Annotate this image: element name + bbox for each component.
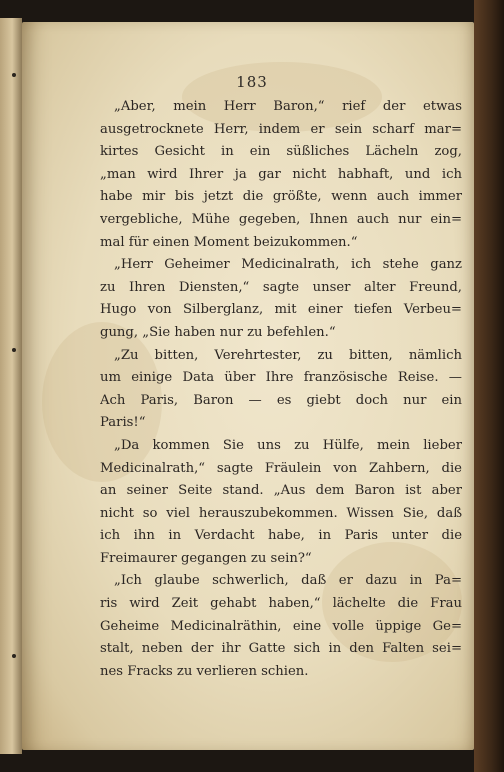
text-line: „Herr Geheimer Medicinalrath, ich stehe ganz — [114, 257, 462, 273]
text-line: zu Ihren Diensten,“ sagte unser alter Freund, — [100, 279, 462, 295]
text-line: Medicinalrath,“ sagte Fräulein von Zahbern, die — [100, 460, 462, 476]
text-line: vergebliche, Mühe gegeben, Ihnen auch nur ein= — [100, 211, 462, 227]
text-line: „man wird Ihrer ja gar nicht habhaft, und ich — [100, 166, 462, 182]
text-line: ris wird Zeit gehabt haben,“ lächelte die Frau — [100, 596, 462, 612]
text-line: habe mir bis jetzt die größte, wenn auch immer — [100, 189, 462, 205]
text-line: ich ihn in Verdacht habe, in Paris unter die — [100, 528, 462, 544]
body-text — [100, 96, 462, 683]
text-line: nes Fracks zu verlieren schien. — [100, 663, 309, 679]
text-line: nicht so viel herauszubekommen. Wissen Sie, daß — [100, 505, 462, 521]
text-line: um einige Data über Ihre französische Reise. — — [100, 370, 462, 386]
text-line: „Ich glaube schwerlich, daß er dazu in Pa= — [114, 573, 462, 589]
text-line: Freimaurer gegangen zu sein?“ — [100, 550, 312, 566]
text-line: Ach Paris, Baron — es giebt doch nur ein — [100, 392, 462, 408]
text-line: Paris!“ — [100, 415, 146, 431]
text-line: gung, „Sie haben nur zu befehlen.“ — [100, 324, 336, 340]
binding-hole — [12, 348, 16, 352]
facing-page-edge — [0, 18, 22, 754]
page-number: 183 — [236, 73, 268, 91]
text-line: „Zu bitten, Verehrtester, zu bitten, nämlich — [114, 347, 462, 363]
binding-hole — [12, 654, 16, 658]
book-cover-edge — [474, 0, 504, 772]
text-line: Hugo von Silberglanz, mit einer tiefen Verbeu= — [100, 302, 462, 318]
text-line: Geheime Medicinalräthin, eine volle üppige Ge= — [100, 618, 462, 634]
text-line: „Da kommen Sie uns zu Hülfe, mein lieber — [114, 437, 462, 453]
text-line: kirtes Gesicht in ein süßliches Lächeln zog, — [100, 144, 462, 160]
text-line: mal für einen Moment beizukommen.“ — [100, 234, 358, 250]
text-line: ausgetrocknete Herr, indem er sein scharf mar= — [100, 121, 462, 137]
text-line: an seiner Seite stand. „Aus dem Baron ist aber — [100, 483, 462, 499]
text-line: „Aber, mein Herr Baron,“ rief der etwas — [114, 99, 462, 114]
text-line: stalt, neben der ihr Gatte sich in den Falten sei= — [100, 641, 462, 657]
